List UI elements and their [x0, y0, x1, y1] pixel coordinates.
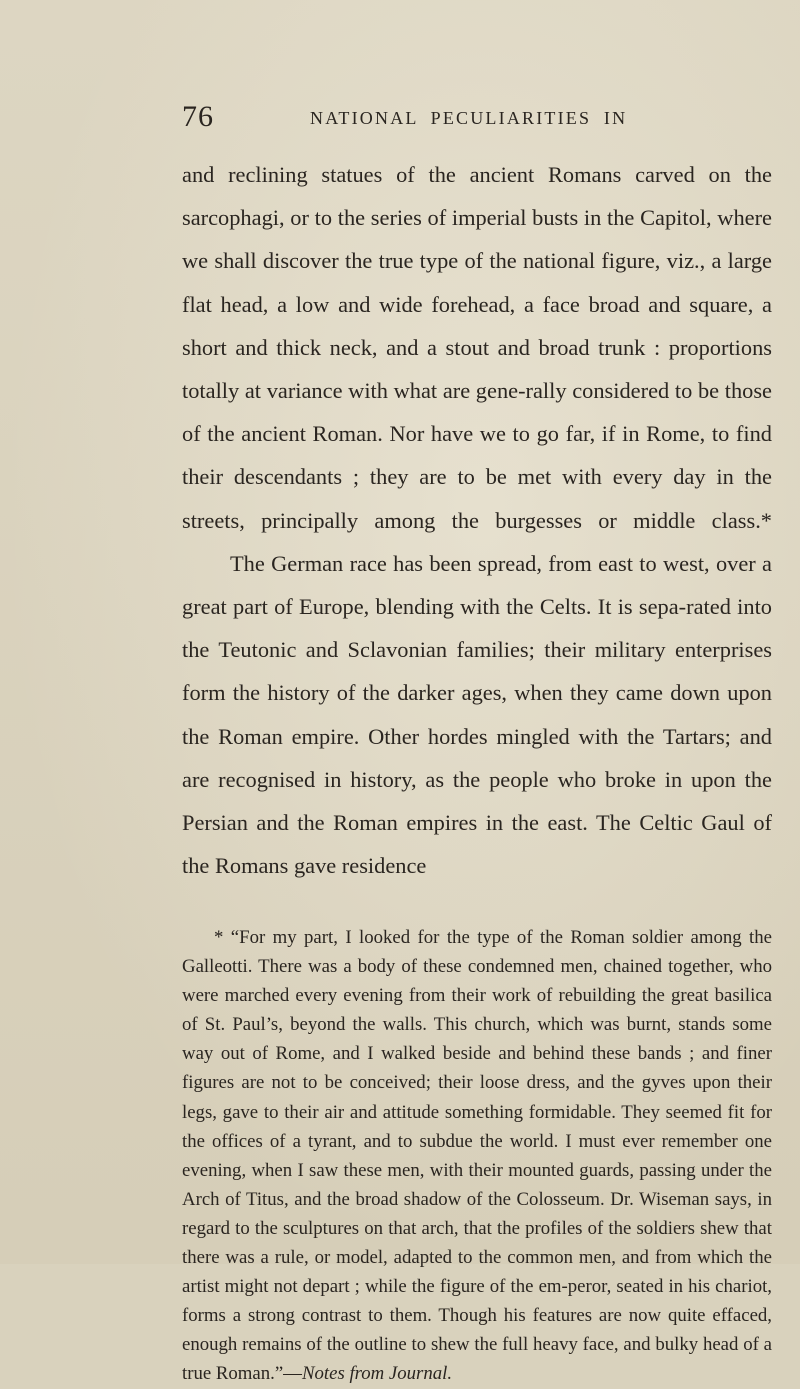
paragraph-1: and reclining statues of the ancient Romans carved on the sarcophagi, or to the series of imperial busts in the Capitol, where we shall discover the true type of the national figure, viz., a large flat head, a low and wide forehead, a face broad and square, a short and thick neck, and a stout and broad trunk : proportions totally at variance with what are gene-rally considered to be those of the ancient Roman. Nor have we to go far, if in Rome, to find their descendants ; they are to be met with every day in the streets, principally among the burgesses or middle class.* [182, 162, 772, 533]
running-title: NATIONAL PECULIARITIES IN [310, 108, 628, 128]
footnote-paragraph [182, 923, 772, 1389]
footnote-text: * “For my part, I looked for the type of the Roman soldier among the Galleotti. There was a body of these condemned men, chained together, who were marched every evening from their work of rebuilding the great basilica of St. Paul’s, beyond the walls. This church, which was burnt, stands some way out of Rome, and I walked beside and behind these bands ; and finer figures are not to be conceived; their loose dress, and the gyves upon their legs, gave to their air and attitude something formidable. They seemed fit for the offices of a tyrant, and to subdue the world. I must ever remember one evening, when I saw these men, with their mounted guards, passing under the Arch of Titus, and the broad shadow of the Colosseum. Dr. Wiseman says, in regard to the sculptures on that arch, that the profiles of the soldiers shew that there was a rule, or model, adapted to the common men, and from which the artist might not depart ; while the figure of the em-peror, seated in his chariot, forms a strong contrast to them. Though his features are now quite effaced, enough remains of the outline to shew the full heavy face, and bulky head of a true Roman.”— [182, 927, 772, 1385]
page-number: 76 [182, 100, 214, 133]
footnote [182, 923, 772, 1389]
footnote-source: Notes from Journal. [301, 1363, 453, 1385]
running-head [182, 100, 702, 134]
paragraph-2: The German race has been spread, from east to west, over a great part of Europe, blending with the Celts. It is sepa-rated into the Teutonic and Sclavonian families; their military enterprises form the history of the darker ages, when they came down upon the Roman empire. Other hordes mingled with the Tartars; and are recognised in history, as the people who broke in upon the Persian and the Roman empires in the east. The Celtic Gaul of the Romans gave residence [182, 550, 772, 879]
body-text [182, 153, 772, 887]
